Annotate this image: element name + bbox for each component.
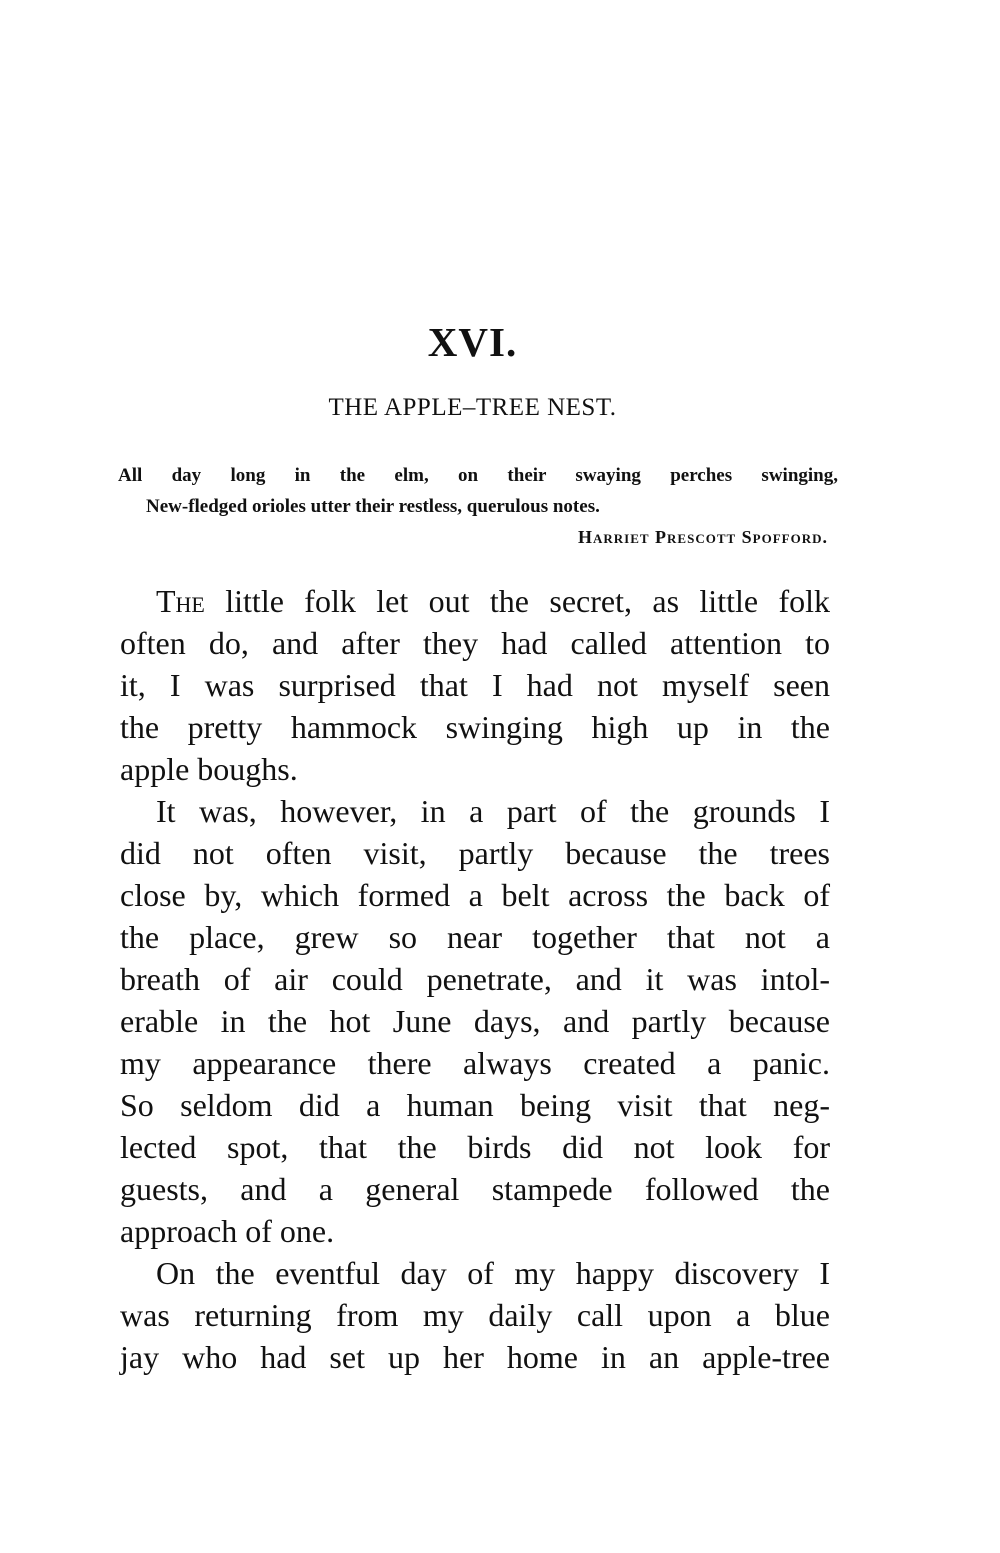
text-line [120,580,830,622]
text-line: apple boughs. [120,751,298,787]
text-line: was returning from my daily call upon a blue [120,1297,830,1333]
text-line: my appearance there always created a panic. [120,1045,830,1081]
text-line: So seldom did a human being visit that neg- [120,1087,830,1123]
text-line: jay who had set up her home in an apple-tree [120,1339,830,1375]
epigraph-attribution: Harriet Prescott Spofford. [577,527,828,547]
chapter-title: THE APPLE–TREE NEST. [328,394,617,421]
text-line: often do, and after they had called attention to [120,625,830,661]
text-line: did not often visit, partly because the trees [120,835,830,871]
epigraph-line-1: All day long in the elm, on their swaying perches swinging, [118,465,838,486]
body-text [120,580,830,1378]
text-line: On the eventful day of my happy discovery I [156,1255,830,1291]
chapter-number: XVI. [427,319,518,365]
text-line: it, I was surprised that I had not myself seen [120,667,830,703]
epigraph [118,460,838,553]
text-line: the place, grew so near together that not a [120,919,830,955]
text-line: erable in the hot June days, and partly because [120,1003,830,1039]
text-line: close by, which formed a belt across the back of [120,877,830,913]
text-line: the pretty hammock swinging high up in the [120,709,830,745]
text-fragment: little folk let out the secret, as little folk [204,583,830,619]
text-line: guests, and a general stampede followed the [120,1171,830,1207]
epigraph-line-2: New-fledged orioles utter their restless, querulous notes. [146,496,600,517]
first-word: The [156,583,205,619]
text-line: breath of air could penetrate, and it was intol- [120,961,830,997]
text-line: lected spot, that the birds did not look for [120,1129,830,1165]
text-line: approach of one. [120,1213,335,1249]
text-line: It was, however, in a part of the grounds I [156,793,830,829]
